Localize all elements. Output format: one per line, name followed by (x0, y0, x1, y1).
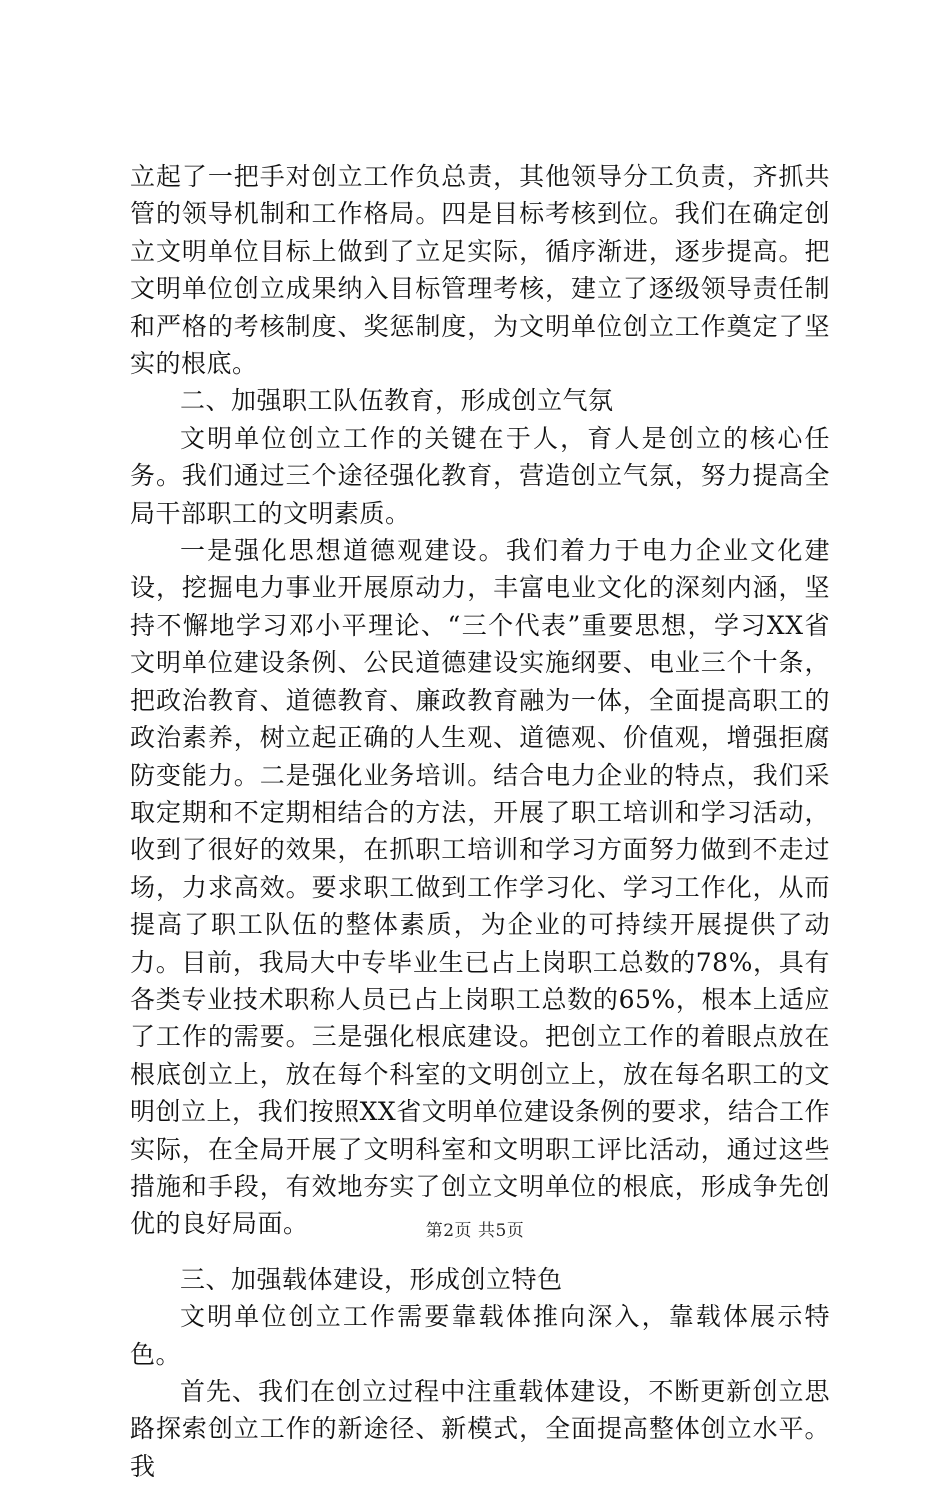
section-heading-2: 二、加强职工队伍教育，形成创立气氛 (180, 386, 614, 416)
paragraph-continuation: 立起了一把手对创立工作负总责，其他领导分工负责，齐抓共管的领导机制和工作格局。四是目标考核到位。我们在确定创立文明单位目标上做到了立足实际，循序渐进，逐步提高。把文明单位创立成果纳入目标管理考核，建立了逐级领导责任制和严格的考核制度、奖惩制度，为文明单位创立工作奠定了坚实的根底。 (130, 162, 830, 379)
page-number: 第2页 共5页 (425, 1221, 525, 1241)
page-footer (0, 1216, 950, 1241)
section-heading-3: 三、加强载体建设，形成创立特色 (180, 1264, 563, 1294)
document-body (130, 158, 830, 1485)
paragraph-body-3: 首先、我们在创立过程中注重载体建设，不断更新创立思路探索创立工作的新途径、新模式，全面提高整体创立水平。我 (130, 1377, 830, 1481)
paragraph-intro-2: 文明单位创立工作的关键在于人，育人是创立的核心任务。我们通过三个途径强化教育，营造创立气氛，努力提高全局干部职工的文明素质。 (130, 423, 830, 528)
paragraph-body-2: 一是强化思想道德观建设。我们着力于电力企业文化建设，挖掘电力事业开展原动力，丰富电业文化的深刻内涵，坚持不懈地学习邓小平理论、“三个代表”重要思想，学习XX省文明单位建设条例、公民道德建设实施纲要、电业三个十条，把政治教育、道德教育、廉政教育融为一体，全面提高职工的政治素养，树立起正确的人生观、道德观、价值观，增强拒腐防变能力。二是强化业务培训。结合电力企业的特点，我们采取定期和不定期相结合的方法，开展了职工培训和学习活动，收到了很好的效果，在抓职工培训和学习方面努力做到不走过场，力求高效。要求职工做到工作学习化、学习工作化，从而提高了职工队伍的整体素质，为企业的可持续开展提供了动力。目前，我局大中专毕业生已占上岗职工总数的78%，具有各类专业技术职称人员已占上岗职工总数的65%，根本上适应了工作的需要。三是强化根底建设。把创立工作的着眼点放在根底创立上，放在每个科室的文明创立上，放在每名职工的文明创立上，我们按照XX省文明单位建设条例的要求，结合工作实际，在全局开展了文明科室和文明职工评比活动，通过这些措施和手段，有效地夯实了创立文明单位的根底，形成争先创优的良好局面。 (130, 536, 830, 1239)
paragraph-intro-3: 文明单位创立工作需要靠载体推向深入，靠载体展示特色。 (130, 1302, 830, 1369)
